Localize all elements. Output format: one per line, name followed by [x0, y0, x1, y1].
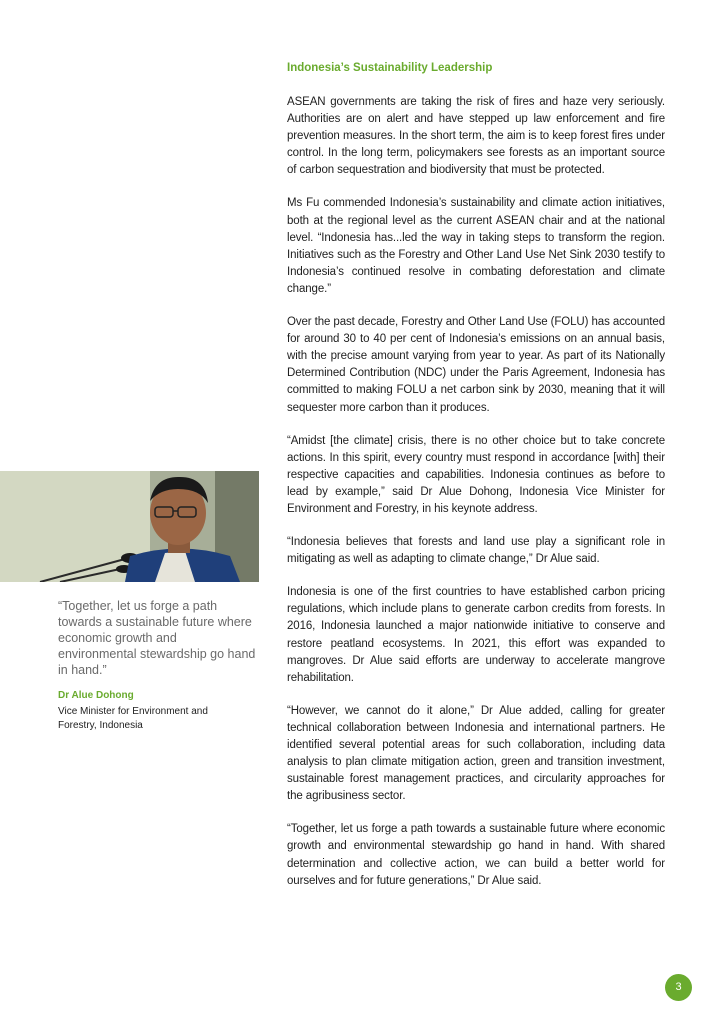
quote-author-role: Vice Minister for Environment and Forestry, Indonesia — [58, 706, 208, 731]
paragraph: ASEAN governments are taking the risk of fires and haze very seriously. Authorities are on alert and have stepped up law enforcement and fire prevention measures. In the short term, the aim is to keep forest fires under control. In the long term, policymakers see forests as an important source of carbon sequestration and biodiversity that must be protected. — [287, 96, 665, 177]
article-body — [287, 94, 665, 906]
pull-quote: “Together, let us forge a path towards a sustainable future where economic growth and environmental stewardship go hand in hand.” — [58, 599, 256, 677]
paragraph: “Amidst [the climate] crisis, there is no other choice but to take concrete actions. In this spirit, every country must respond in accordance [with] their respective capacities and capabilities. Indonesia continues as before to lead by example,” said Dr Alue Dohong, Indonesia Vice Minister for Environment and Forestry, in his keynote address. — [287, 434, 665, 515]
paragraph: Indonesia is one of the first countries to have established carbon pricing regulations, which include plans to generate carbon credits from forests. In 2016, Indonesia launched a major nationwide initiative to conserve and restore peatland ecosystems. In 2021, this effort was expanded to mangroves. Dr Alue said efforts are underway to accelerate mangrove rehabilitation. — [287, 586, 665, 684]
paragraph: “Together, let us forge a path towards a sustainable future where economic growth and environmental stewardship go hand in hand. With shared determination and collective action, we can build a better world for ourselves and for future generations,” Dr Alue said. — [287, 823, 665, 887]
paragraph: “However, we cannot do it alone,” Dr Alue added, calling for greater technical collaboration between Indonesia and international partners. He identified several potential areas for such collaboration, including data analysis to plan climate mitigation action, green and transition investment, sustainable forest management practices, and circularity approaches for the agribusiness sector. — [287, 704, 665, 803]
section-heading: Indonesia’s Sustainability Leadership — [287, 62, 493, 74]
page-number-badge: 3 — [665, 974, 692, 1001]
speaker-photo — [0, 471, 259, 582]
quote-author: Dr Alue Dohong — [58, 690, 134, 701]
speaker-photo-illustration — [0, 471, 259, 582]
paragraph: Ms Fu commended Indonesia’s sustainability and climate action initiatives, both at the regional level as the current ASEAN chair and at the national level. “Indonesia has...led the way in taking steps to transform the region. Initiatives such as the Forestry and Other Land Use Net Sink 2030 testify to Indonesia’s continued resolve in combating deforestation and climate change.” — [287, 197, 665, 295]
paragraph: Over the past decade, Forestry and Other Land Use (FOLU) has accounted for around 30 to 40 per cent of Indonesia’s emissions on an annual basis, with the precise amount varying from year to year. As part of its Nationally Determined Contribution (NDC) under the Paris Agreement, Indonesia has committed to making FOLU a net carbon sink by 2030, meaning that it will sequester more carbon than it produces. — [287, 316, 665, 414]
paragraph: “Indonesia believes that forests and land use play a significant role in mitigating as well as adapting to climate change,” Dr Alue said. — [287, 536, 665, 566]
